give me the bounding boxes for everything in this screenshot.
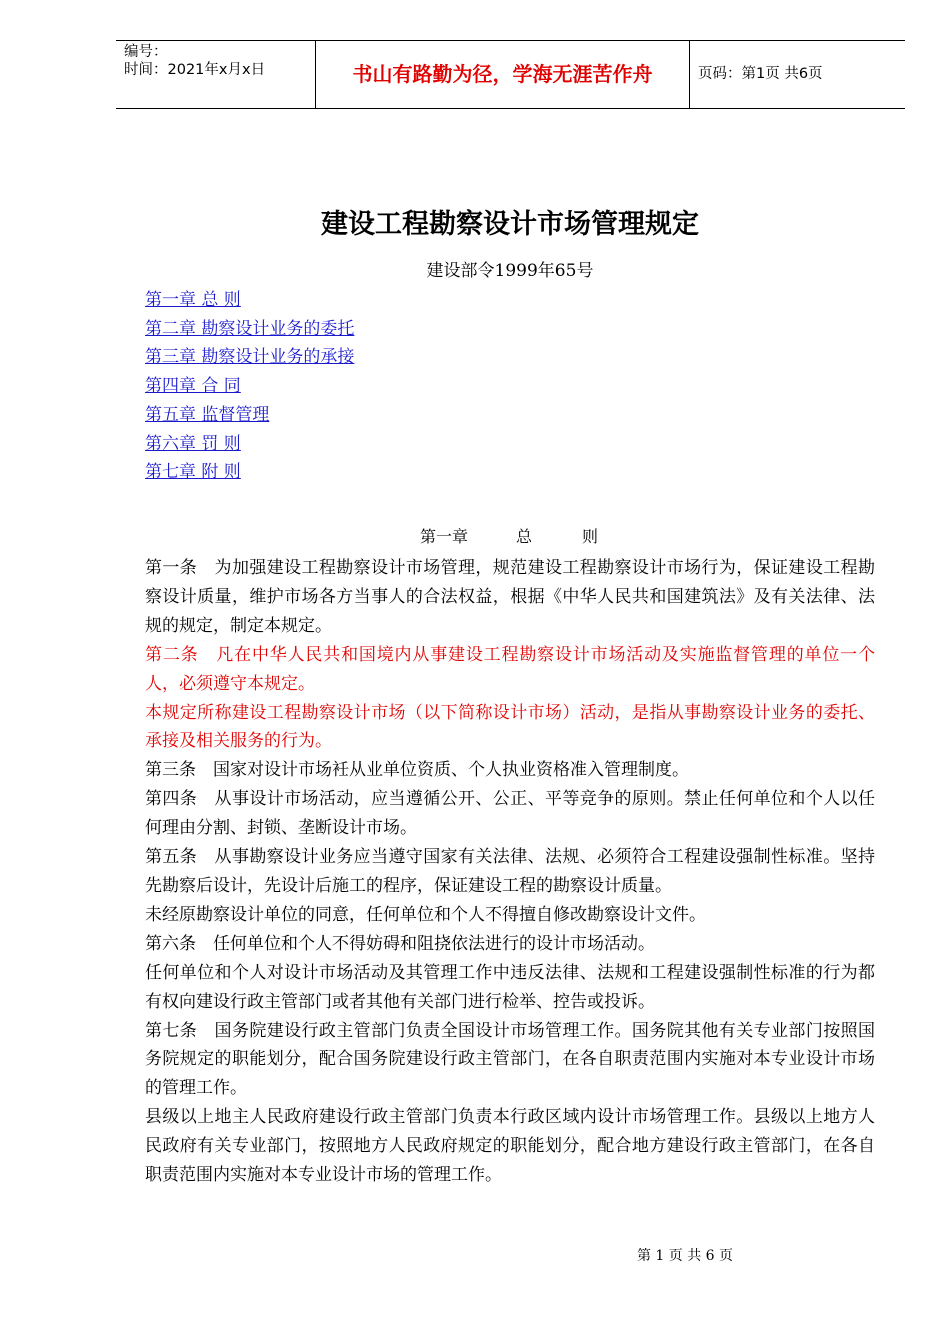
header-info-cell (116, 41, 316, 108)
toc-link-chapter-4[interactable]: 第四章 合 同 (145, 376, 241, 397)
header-motto: 书山有路勤为径，学海无涯苦作舟 (352, 62, 653, 86)
header-page-info: 页码：第1页 共6页 (698, 66, 823, 82)
article-paragraph: 县级以上地主人民政府建设行政主管部门负责本行政区域内设计市场管理工作。县级以上地方人民政府有关专业部门，按照地方人民政府规定的职能划分，配合地方建设行政主管部门，在各自职责范围内实施对本专业设计市场的管理工作。 (145, 1107, 875, 1186)
toc-link-chapter-7[interactable]: 第七章 附 则 (145, 462, 241, 483)
article-paragraph: 第二条 凡在中华人民共和国境内从事建设工程勘察设计市场活动及实施监督管理的单位一个人，必须遵守本规定。 (145, 644, 875, 694)
toc-link-chapter-3[interactable]: 第三章 勘察设计业务的承接 (145, 347, 355, 368)
article-paragraph: 第五条 从事勘察设计业务应当遵守国家有关法律、法规、必须符合工程建设强制性标准。坚持先勘察后设计，先设计后施工的程序，保证建设工程的勘察设计质量。 (145, 847, 875, 896)
article-paragraph: 第四条 从事设计市场活动，应当遵循公开、公正、平等竞争的原则。禁止任何单位和个人以任何理由分割、封锁、垄断设计市场。 (145, 789, 875, 839)
article-paragraph: 未经原勘察设计单位的同意，任何单位和个人不得擅自修改勘察设计文件。 (145, 904, 706, 925)
document-title: 建设工程勘察设计市场管理规定 (321, 209, 699, 240)
article-paragraph: 第一条 为加强建设工程勘察设计市场管理，规范建设工程勘察设计市场行为，保证建设工程勘察设计质量，维护市场各方当事人的合法权益，根据《中华人民共和国建筑法》及有关法律、法规的规定，制定本规定。 (145, 558, 875, 636)
table-of-contents (145, 286, 354, 487)
page-footer: 第 1 页 共 6 页 (636, 1248, 734, 1264)
toc-link-chapter-5[interactable]: 第五章 监督管理 (145, 404, 270, 425)
header-page-cell (690, 41, 905, 108)
article-paragraph: 第三条 国家对设计市场衽从业单位资质、个人执业资格准入管理制度。 (145, 760, 689, 781)
chapter-title-part-2: 则 (582, 527, 599, 546)
document-subtitle: 建设部令1999年65号 (426, 261, 594, 281)
chapter-title-part-1: 总 (516, 527, 533, 546)
article-paragraph: 第七条 国务院建设行政主管部门负责全国设计市场管理工作。国务院其他有关专业部门按照国务院规定的职能划分，配合国务院建设行政主管部门，在各自职责范围内实施对本专业设计市场的管理工作。 (145, 1020, 875, 1099)
article-paragraph: 本规定所称建设工程勘察设计市场（以下简称设计市场）活动，是指从事勘察设计业务的委托、承接及相关服务的行为。 (145, 702, 875, 752)
toc-link-chapter-6[interactable]: 第六章 罚 则 (145, 433, 241, 454)
article-paragraph: 第六条 任何单位和个人不得妨碍和阻挠依法进行的设计市场活动。 (145, 933, 655, 954)
document-number-label: 编号： (124, 44, 168, 60)
toc-link-chapter-1[interactable]: 第一章 总 则 (145, 290, 241, 310)
toc-link-chapter-2[interactable]: 第二章 勘察设计业务的委托 (145, 318, 355, 339)
chapter-heading (420, 524, 598, 550)
chapter-number: 第一章 (420, 527, 469, 546)
header-table (116, 40, 905, 109)
document-body (145, 554, 875, 1190)
header-motto-cell (316, 41, 690, 108)
article-paragraph: 任何单位和个人对设计市场活动及其管理工作中违反法律、法规和工程建设强制性标准的行为都有权向建设行政主管部门或者其他有关部门进行检举、控告或投诉。 (145, 962, 875, 1012)
document-time: 时间：2021年x月x日 (124, 62, 266, 78)
